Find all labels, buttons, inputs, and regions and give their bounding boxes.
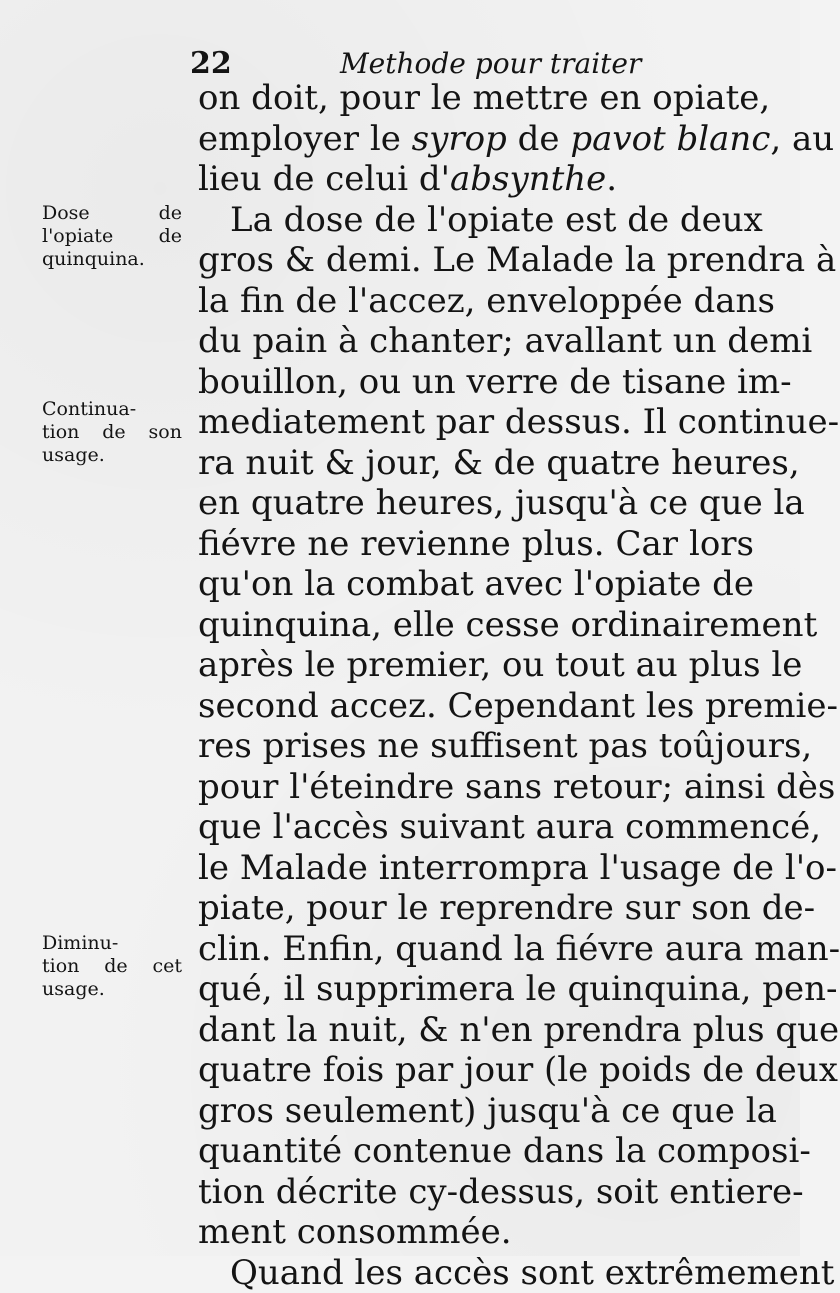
- text-line: gros & demi. Le Malade la prendra à: [198, 240, 754, 281]
- text-line: la fin de l'accez, enveloppée dans: [198, 281, 754, 322]
- margin-note-line: tion de son: [42, 421, 182, 444]
- text-line: pour l'éteindre sans retour; ainsi dès: [198, 767, 754, 808]
- margin-note-line: Dose de: [42, 202, 182, 225]
- margin-note-line: tion de cet: [42, 955, 182, 978]
- text-line: ment consommée.: [198, 1212, 754, 1253]
- text-line: [198, 119, 754, 160]
- page-number: 22: [190, 44, 232, 84]
- text-line: du pain à chanter; avallant un demi: [198, 321, 754, 362]
- text-line: dant la nuit, & n'en prendra plus que: [198, 1010, 754, 1051]
- text-line: gros seulement) jusqu'à ce que la: [198, 1091, 754, 1132]
- italic-term-absynthe: absynthe: [450, 159, 606, 199]
- margin-note-continuation: [42, 398, 182, 467]
- text-segment: employer le: [198, 119, 412, 159]
- text-line: mediatement par dessus. Il continue-: [198, 402, 754, 443]
- text-segment: .: [606, 159, 617, 199]
- text-line: piate, pour le reprendre sur son de-: [198, 888, 754, 929]
- italic-term-syrop: syrop: [412, 119, 507, 159]
- margin-note-line: quinquina.: [42, 248, 182, 271]
- paragraph-start-line: Quand les accès sont extrêmement: [198, 1253, 754, 1293]
- text-line: fiévre ne revienne plus. Car lors: [198, 524, 754, 565]
- text-line: bouillon, ou un verre de tisane im-: [198, 362, 754, 403]
- margin-note-dose: [42, 202, 182, 271]
- text-line: après le premier, ou tout au plus le: [198, 645, 754, 686]
- main-text-block: [198, 78, 754, 1293]
- text-line: on doit, pour le mettre en opiate,: [198, 78, 754, 119]
- margin-note-line: Continua-: [42, 398, 182, 421]
- text-line: quinquina, elle cesse ordinairement: [198, 605, 754, 646]
- text-segment: lieu de celui d': [198, 159, 450, 199]
- margin-note-line: usage.: [42, 444, 182, 467]
- text-line: res prises ne suffisent pas toûjours,: [198, 726, 754, 767]
- margin-note-line: Diminu-: [42, 932, 182, 955]
- margin-note-diminution: [42, 932, 182, 1001]
- running-title: Methode pour traiter: [340, 44, 641, 84]
- margin-note-line: usage.: [42, 978, 182, 1001]
- text-line: que l'accès suivant aura commencé,: [198, 807, 754, 848]
- text-line: en quatre heures, jusqu'à ce que la: [198, 483, 754, 524]
- text-line: clin. Enfin, quand la fiévre aura man-: [198, 929, 754, 970]
- text-line: [198, 159, 754, 200]
- text-segment: de: [507, 119, 571, 159]
- text-line: quatre fois par jour (le poids de deux: [198, 1050, 754, 1091]
- margin-note-line: l'opiate de: [42, 225, 182, 248]
- italic-term-pavot-blanc: pavot blanc: [570, 119, 770, 159]
- text-line: quantité contenue dans la composi-: [198, 1131, 754, 1172]
- text-line: tion décrite cy-dessus, soit entiere-: [198, 1172, 754, 1213]
- text-segment: , au: [770, 119, 834, 159]
- text-line: le Malade interrompra l'usage de l'o-: [198, 848, 754, 889]
- text-line: ra nuit & jour, & de quatre heures,: [198, 443, 754, 484]
- text-line: second accez. Cependant les premie-: [198, 686, 754, 727]
- paragraph-start-line: La dose de l'opiate est de deux: [198, 200, 754, 241]
- text-line: qu'on la combat avec l'opiate de: [198, 564, 754, 605]
- text-line: qué, il supprimera le quinquina, pen-: [198, 969, 754, 1010]
